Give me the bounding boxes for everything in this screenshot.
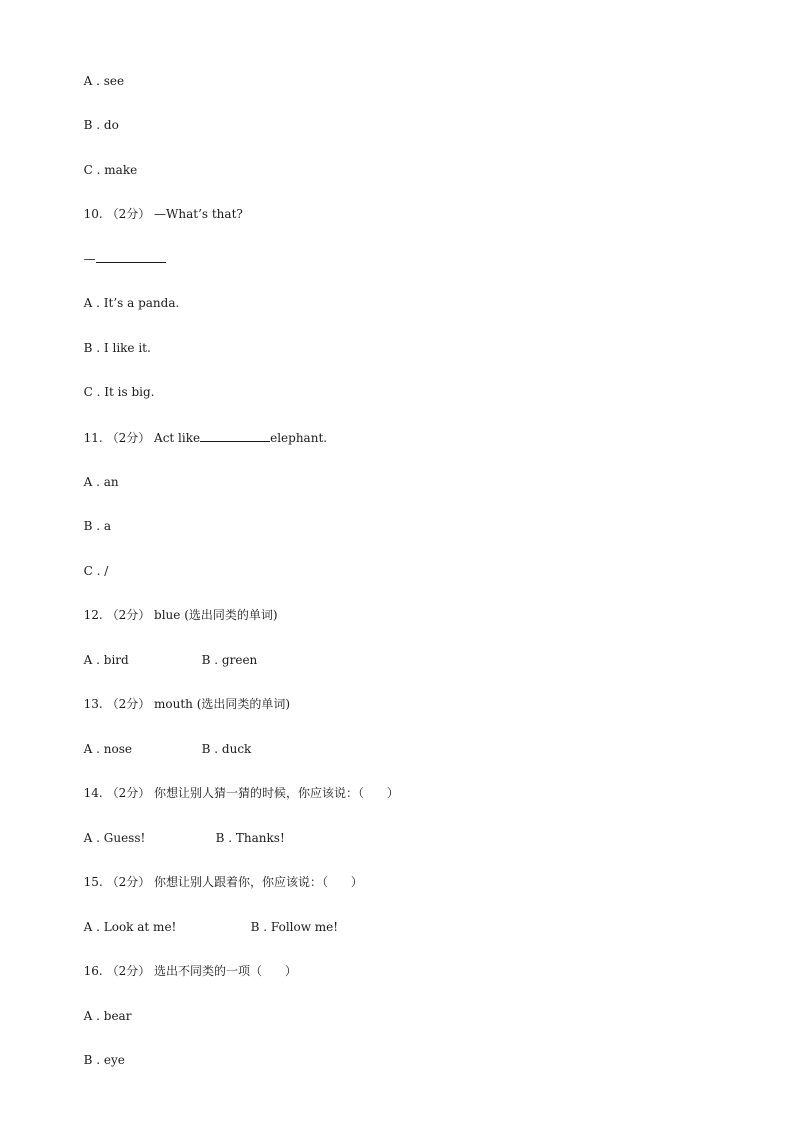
option-text: make (104, 163, 138, 177)
q11-option-a (76, 458, 119, 490)
q10-answer-line (76, 234, 166, 267)
question-number: 14. (83, 786, 103, 800)
q15-options (76, 903, 338, 935)
q13-options (76, 725, 251, 757)
option-letter: B (215, 831, 225, 845)
q9-option-a (76, 57, 124, 89)
option-letter: A (83, 74, 93, 88)
question-number: 11. (83, 431, 103, 445)
option-letter: C (83, 564, 93, 578)
question-number: 10. (83, 207, 103, 221)
q15-option-a (84, 919, 251, 935)
question-text: —What’s that? (154, 207, 243, 221)
option-text: Guess! (103, 831, 146, 845)
option-letter: C (83, 163, 93, 177)
option-letter: A (83, 653, 93, 667)
option-separator: . (224, 831, 236, 845)
question-number: 12. (83, 608, 103, 622)
option-text: / (104, 564, 109, 578)
q12-options (76, 636, 257, 668)
question-text: blue (选出同类的单词) (154, 608, 278, 622)
option-letter: B (83, 519, 93, 533)
option-text: an (103, 475, 119, 489)
option-text: green (221, 653, 258, 667)
option-text: eye (103, 1053, 125, 1067)
option-separator: . (92, 831, 104, 845)
q11-stem (76, 413, 327, 446)
question-number: 13. (83, 697, 103, 711)
question-text: 选出不同类的一项（ ） (154, 964, 297, 978)
option-text: Look at me! (103, 920, 177, 934)
answer-prefix: — (83, 252, 96, 266)
q10-option-b (76, 324, 151, 356)
option-separator: . (92, 519, 104, 533)
option-letter: B (250, 920, 260, 934)
question-number: 16. (83, 964, 103, 978)
q14-option-b (216, 830, 285, 846)
q14-options (76, 814, 285, 846)
question-text-after-blank: elephant. (270, 431, 328, 445)
option-text: I like it. (103, 341, 151, 355)
option-separator: . (92, 296, 104, 310)
question-text: 你想让别人跟着你，你应该说：（ ） (154, 875, 363, 889)
option-letter: A (83, 920, 93, 934)
q14-option-a (84, 830, 216, 846)
option-letter: A (83, 475, 93, 489)
question-text: mouth (选出同类的单词) (154, 697, 291, 711)
option-letter: A (83, 831, 93, 845)
option-separator: . (92, 653, 104, 667)
q16-option-b (76, 1036, 125, 1068)
option-text: Follow me! (270, 920, 339, 934)
q15-option-b (251, 919, 338, 935)
option-separator: . (210, 742, 222, 756)
q13-option-b (202, 741, 252, 757)
option-separator: . (259, 920, 271, 934)
fill-blank (200, 429, 270, 442)
q15-stem (76, 858, 363, 890)
option-text: see (103, 74, 125, 88)
question-number: 15. (83, 875, 103, 889)
option-separator: . (92, 475, 104, 489)
option-letter: B (83, 118, 93, 132)
question-score: （2分） (106, 964, 151, 978)
question-score: （2分） (106, 875, 151, 889)
option-separator: . (92, 920, 104, 934)
option-separator: . (92, 564, 105, 578)
option-text: duck (221, 742, 252, 756)
option-letter: A (83, 1009, 93, 1023)
question-score: （2分） (106, 431, 151, 445)
option-separator: . (92, 1053, 104, 1067)
option-text: nose (103, 742, 132, 756)
option-separator: . (92, 1009, 104, 1023)
q16-option-a (76, 992, 131, 1024)
option-separator: . (92, 74, 104, 88)
option-letter: C (83, 385, 93, 399)
option-separator: . (210, 653, 222, 667)
option-text: do (103, 118, 119, 132)
q14-stem (76, 769, 399, 801)
option-text: It is big. (104, 385, 155, 399)
q12-stem (76, 591, 278, 623)
q11-option-b (76, 502, 111, 534)
option-separator: . (92, 163, 105, 177)
question-score: （2分） (106, 786, 151, 800)
option-text: Thanks! (235, 831, 285, 845)
question-text: 你想让别人猜一猜的时候，你应该说：（ ） (154, 786, 399, 800)
q12-option-a (84, 652, 202, 668)
q9-option-c (76, 146, 137, 178)
option-letter: B (201, 653, 211, 667)
q12-option-b (202, 652, 258, 668)
option-separator: . (92, 385, 105, 399)
q16-stem (76, 947, 297, 979)
q10-option-a (76, 279, 179, 311)
question-text-before-blank: Act like (154, 431, 201, 445)
question-score: （2分） (106, 697, 151, 711)
answer-blank (96, 250, 166, 263)
option-letter: A (83, 296, 93, 310)
q13-stem (76, 680, 290, 712)
question-score: （2分） (106, 608, 151, 622)
option-text: It’s a panda. (103, 296, 180, 310)
option-text: bird (103, 653, 129, 667)
question-score: （2分） (106, 207, 151, 221)
option-letter: B (201, 742, 211, 756)
q13-option-a (84, 741, 202, 757)
option-text: a (103, 519, 112, 533)
option-letter: B (83, 341, 93, 355)
q11-option-c (76, 547, 108, 579)
option-text: bear (103, 1009, 132, 1023)
option-separator: . (92, 742, 104, 756)
q9-option-b (76, 101, 119, 133)
option-letter: B (83, 1053, 93, 1067)
option-separator: . (92, 341, 104, 355)
q10-option-c (76, 368, 154, 400)
q10-stem (76, 190, 243, 222)
option-separator: . (92, 118, 104, 132)
option-letter: A (83, 742, 93, 756)
